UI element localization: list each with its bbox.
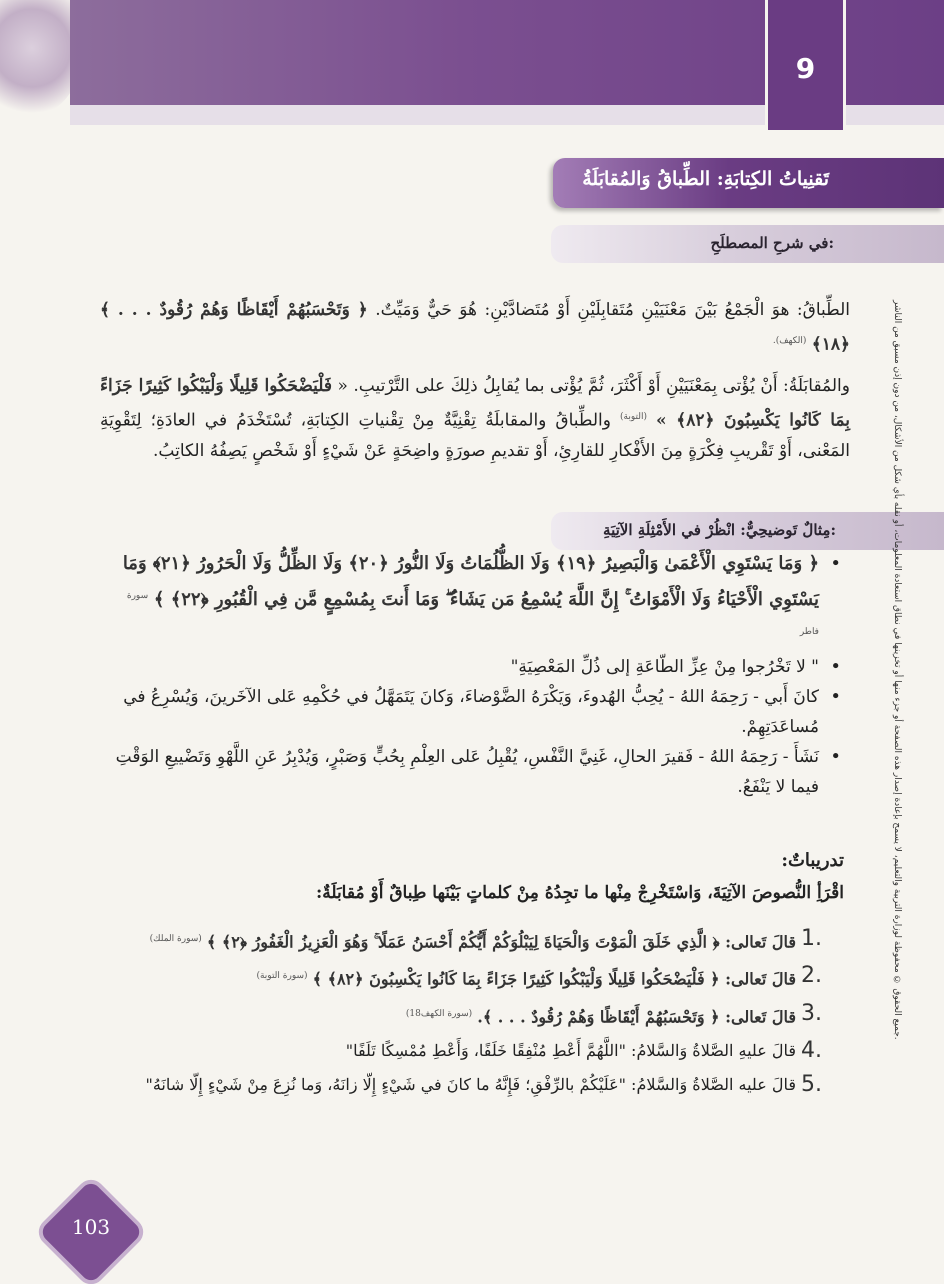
- exercise-item-2: [104, 959, 856, 996]
- exercises-instruction: اقْرَأِ النُّصوصَ الآتِيَةَ، وَاسْتَخْرِجْ مِنْها ما تجِدُهُ مِنْ كلماتٍ بَيْنَها طِباقٌ أَوْ مُقابَلَةٌ:: [315, 883, 844, 903]
- exercise-item-5: [104, 1068, 856, 1102]
- exercise-item-3: [104, 997, 856, 1034]
- exercise-1-number: 1.: [801, 926, 822, 951]
- muqabala-reference: (التوبة): [620, 411, 647, 422]
- exercise-4-text: قالَ عليهِ الصَّلاةُ وَالسَّلامُ: "اللَّهُمَّ أَعْطِ مُنْفِقًا خَلَفًا، وَأَعْطِ مُمْسِكًا تَلَفًا": [345, 1040, 796, 1060]
- exercise-3-text: قالَ تَعالى: ﴿ وَتَحْسَبُهُمْ أَيْقَاظًا وَهُمْ رُقُودٌ . . . ﴾.: [477, 1006, 796, 1026]
- tibaq-text: الطِّباقُ: هوَ الْجَمْعُ بَيْنَ مَعْنَيَيْنِ مُتَقابِلَيْنِ أَوْ مُتَضادَّيْنِ: هُوَ حَيٌّ وَمَيِّتٌ.: [375, 300, 851, 320]
- tibaq-reference: (الكهف).: [772, 336, 807, 346]
- exercise-2-reference: (سورة التوبة): [256, 971, 308, 982]
- exercise-3-reference: (سورة الكهف18): [405, 1008, 473, 1019]
- lesson-title-banner: [553, 158, 944, 208]
- lesson-title: تَقنِياتُ الكِتابَةِ: الطِّباقُ وَالمُقابَلَةُ: [582, 168, 829, 190]
- exercise-2-number: 2.: [801, 963, 822, 989]
- example-item-2: [110, 652, 845, 682]
- example-item-3: [110, 682, 845, 742]
- exercise-item-1: [104, 922, 856, 959]
- exercise-2-text: قالَ تَعالى: ﴿ فَلْيَضْحَكُوا قَلِيلًا وَلْيَبْكُوا كَثِيرًا جَزَاءً بِمَا كَانُوا يَكْسِبُونَ ﴿٨٢﴾ ﴾: [312, 969, 796, 989]
- example-heading: مِثالٌ تَوضيحِيٌّ: انْظُرْ في الأَمْثِلَةِ الآتِيَةِ:: [603, 521, 836, 539]
- example-item-4: [110, 742, 845, 802]
- definition-heading: في شرحِ المصطلَحِ:: [710, 234, 834, 252]
- definitions-block: [100, 295, 850, 467]
- exercise-1-text: قالَ تَعالى: ﴿ الَّذِي خَلَقَ الْمَوْتَ وَالْحَيَاةَ لِيَبْلُوَكُمْ أَيُّكُمْ أَحْسَنُ عَمَلًا ۚ وَهُوَ الْعَزِيزُ الْغَفُورُ ﴿٢﴾ ﴾: [206, 932, 796, 952]
- muqabala-text-1: والمُقابَلَةُ: أَنْ يُؤْتى بِمَعْنَيَيْنِ أَوْ أَكْثَرَ، ثُمَّ يُؤْتى بما يُقابِلُ ذلِكَ على التَّرْتيبِ. «: [337, 375, 850, 396]
- exercise-4-number: 4.: [801, 1037, 822, 1063]
- corner-ornament: [0, 0, 80, 120]
- example-4-text: نَشَأَ - رَحِمَهُ اللهُ - فَقيرَ الحالِ، غَنِيَّ النَّفْسِ، يُقْبِلُ عَلى العِلْمِ بِحُبٍّ وَصَبْرٍ، وَيُدْبِرُ عَنِ اللَّهْوِ وَتَضْييعِ الوَقْتِ فيما لا يَنْفَعُ.: [115, 747, 819, 797]
- example-item-1: [110, 548, 845, 652]
- definition-heading-bar: [551, 225, 944, 263]
- example-1-text: ﴿ وَمَا يَسْتَوِي الْأَعْمَىٰ وَالْبَصِيرُ ﴿١٩﴾ وَلَا الظُّلُمَاتُ وَلَا النُّورُ ﴿٢٠﴾ وَلَا الظِّلُّ وَلَا الْحَرُورُ ﴿٢١﴾ وَمَا يَسْتَوِي الْأَحْيَاءُ وَلَا الْأَمْوَاتُ ۚ إِنَّ اللَّهَ يُسْمِعُ مَن يَشَاءُ ۖ وَمَا أَنتَ بِمُسْمِعٍ مَّن فِي الْقُبُورِ ﴿٢٢﴾ ﴾: [122, 553, 819, 610]
- exercises-list: [104, 922, 856, 1102]
- exercise-item-4: [104, 1034, 856, 1068]
- tibaq-verse: ﴿ وَتَحْسَبُهُمْ أَيْقَاظًا وَهُمْ رُقُودٌ . . . ﴾ ﴿١٨﴾: [100, 300, 850, 355]
- exercise-1-reference: (سورة الملك): [149, 934, 202, 944]
- exercise-5-number: 5.: [801, 1071, 822, 1097]
- chapter-number: 9: [795, 52, 816, 85]
- exercises-title: تدريباتٌ:: [781, 850, 844, 871]
- exercise-5-text: قالَ عليه الصَّلاةُ وَالسَّلامُ: "عَلَيْكُمْ بالرِّفْقِ؛ فَإِنَّهُ ما كانَ في شَيْءٍ إِلّا زانَهُ، وَما نُزِعَ مِنْ شَيْءٍ إِلّا شانَهُ": [145, 1074, 796, 1094]
- example-2-text: " لا تَخْرُجوا مِنْ عِزِّ الطّاعَةِ إلى ذُلِّ المَعْصِيَةِ": [510, 657, 819, 677]
- muqabala-definition: [100, 371, 850, 468]
- chapter-number-box: [765, 0, 846, 130]
- exercise-3-number: 3.: [801, 1000, 822, 1026]
- example-3-text: كانَ أَبي - رَحِمَهُ اللهُ - يُحِبُّ الهُدوءَ، وَيَكْرَهُ الضَّوْضاءَ، وَكانَ يَتَمَهَّلُ في حُكْمِهِ عَلى الآخَرينَ، وَيُسْرِعُ في مُساعَدَتِهِمْ.: [123, 687, 819, 737]
- examples-list: [110, 548, 845, 802]
- muqabala-verse: فَلْيَضْحَكُوا قَلِيلًا وَلْيَبْكُوا كَثِيرًا جَزَاءً بِمَا كَانُوا يَكْسِبُونَ ﴿٨٢﴾ »: [100, 375, 850, 431]
- example-1-reference: سورة فاطر: [126, 591, 819, 637]
- tibaq-definition: [100, 295, 850, 361]
- muqabala-text-2: والطِّباقُ والمقابلَةُ تِقْنِيَّةٌ مِنْ تِقْنياتِ الكِتابَةِ، تُسْتَخْدَمُ في العادَةِ؛ لِتَقْوِيَةِ المَعْنى، أَوْ تَقْريبِ فِكْرَةٍ مِنَ الأَفْكارِ للقارِئِ، أَوْ تقديمِ صورَةٍ واضِحَةٍ عَنْ شَيْءٍ أَوْ شَخْصٍ يَصِفُهُ الكاتِبُ.: [100, 410, 850, 462]
- page-number: 103: [71, 1215, 111, 1239]
- copyright-side-note: جميع الحقوق © محفوظة لوزارة التربية والتعليم، لا يسمح بإعادة إصدار هذه الصفحة أو جزء منها أو تخزينها في نطاق استعادة المعلومات، أو نقله بأي شكل من الأشكال، من دون إذن مسبق من الناشر.: [892, 300, 902, 1040]
